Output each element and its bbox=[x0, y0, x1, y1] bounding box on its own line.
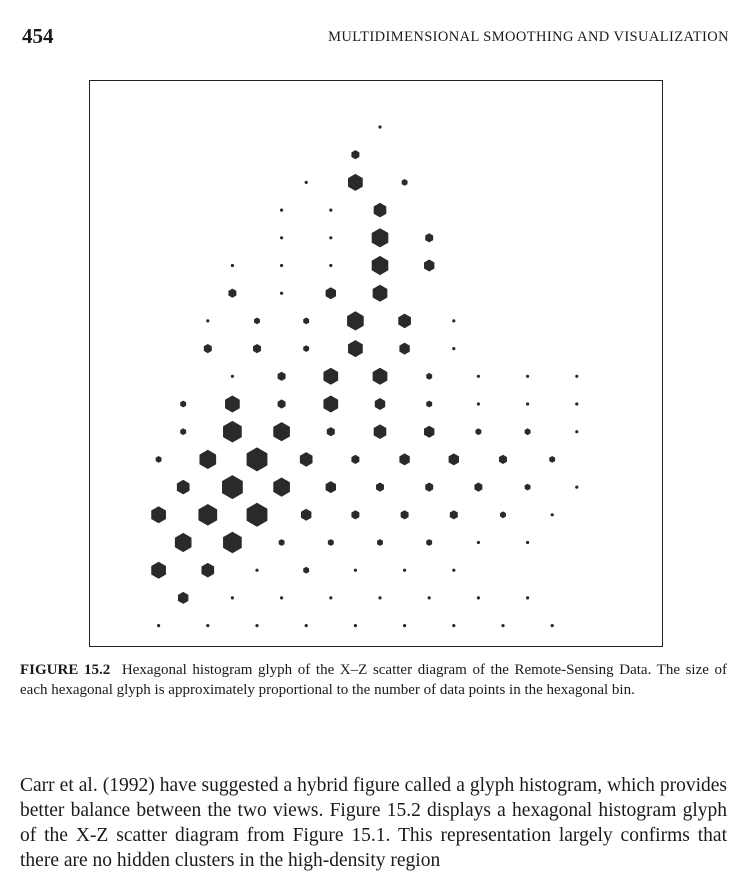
hex-glyph bbox=[247, 447, 268, 471]
hex-glyph bbox=[231, 264, 234, 267]
hex-glyph bbox=[575, 402, 578, 405]
hex-glyph bbox=[223, 421, 242, 443]
figure-caption-text: Hexagonal histogram glyph of the X–Z scatter diagram of the Remote-Sensing Data. The size of each hexagonal glyph is approximately proportional to the number of data points in the hexagonal bin. bbox=[20, 662, 728, 698]
hex-glyph bbox=[180, 401, 186, 408]
hex-glyph bbox=[222, 475, 243, 499]
hex-glyph bbox=[378, 596, 381, 599]
hex-glyph bbox=[178, 592, 188, 604]
figure-15-2 bbox=[89, 80, 663, 647]
hex-glyph bbox=[305, 624, 308, 627]
figure-caption bbox=[20, 660, 727, 700]
hex-glyph bbox=[354, 569, 357, 572]
hex-glyph bbox=[328, 539, 334, 546]
hex-glyph bbox=[301, 509, 311, 521]
hex-glyph bbox=[374, 203, 387, 218]
hex-glyph bbox=[499, 455, 507, 464]
hex-glyph bbox=[300, 452, 313, 467]
figure-label: FIGURE 15.2 bbox=[20, 662, 111, 678]
hex-glyph bbox=[323, 396, 338, 413]
hex-glyph bbox=[228, 289, 236, 298]
hex-glyph bbox=[402, 179, 408, 186]
hex-glyph bbox=[403, 569, 406, 572]
hex-glyph bbox=[327, 427, 335, 436]
hex-glyph bbox=[204, 344, 212, 353]
hex-glyph bbox=[278, 399, 286, 408]
hex-glyph bbox=[329, 209, 332, 212]
hex-glyph bbox=[500, 511, 506, 518]
running-head: MULTIDIMENSIONAL SMOOTHING AND VISUALIZATION bbox=[328, 29, 729, 45]
hex-glyph bbox=[273, 478, 290, 497]
hex-glyph bbox=[151, 506, 166, 523]
hex-glyph bbox=[280, 236, 283, 239]
hex-glyph bbox=[280, 209, 283, 212]
hex-glyph bbox=[180, 428, 186, 435]
hex-glyph bbox=[426, 373, 432, 380]
hexbin-plot bbox=[90, 81, 662, 646]
hex-glyph bbox=[452, 347, 455, 350]
hex-glyph bbox=[323, 368, 338, 385]
hex-glyph bbox=[305, 181, 308, 184]
hex-glyph bbox=[424, 426, 434, 438]
hex-glyph bbox=[425, 233, 433, 242]
hex-glyph bbox=[303, 567, 309, 574]
hex-glyph bbox=[278, 372, 286, 381]
hex-glyph bbox=[575, 486, 578, 489]
hex-glyph bbox=[373, 285, 388, 302]
body-paragraph: Carr et al. (1992) have suggested a hybrid figure called a glyph histogram, which provides better balance between the two views. Figure 15.2 displays a hexagonal histogram glyph of the X-Z scatter diagram from Figure 15.1. This representation largely confirms that there are no hidden clusters in the high-density region bbox=[20, 775, 727, 871]
hex-glyph bbox=[156, 456, 162, 463]
hex-glyph bbox=[452, 319, 455, 322]
hex-glyph bbox=[424, 260, 434, 272]
hex-glyph bbox=[198, 504, 217, 526]
hex-glyph bbox=[425, 483, 433, 492]
hex-glyph bbox=[231, 375, 234, 378]
hex-glyph bbox=[303, 345, 309, 352]
hex-glyph bbox=[526, 596, 529, 599]
hex-glyph bbox=[329, 264, 332, 267]
hex-glyph bbox=[475, 428, 481, 435]
hex-glyph bbox=[428, 596, 431, 599]
hex-glyph bbox=[426, 539, 432, 546]
hex-glyph bbox=[206, 319, 209, 322]
hex-glyph bbox=[426, 401, 432, 408]
hex-glyph bbox=[280, 264, 283, 267]
hex-glyph bbox=[253, 344, 261, 353]
hex-glyph bbox=[175, 533, 192, 552]
hex-glyph bbox=[398, 314, 411, 329]
hex-glyph bbox=[399, 343, 409, 355]
hex-glyph bbox=[254, 318, 260, 325]
hex-glyph bbox=[279, 539, 285, 546]
hex-glyph bbox=[303, 318, 309, 325]
hex-glyph bbox=[347, 311, 364, 330]
hex-glyph bbox=[354, 624, 357, 627]
hex-glyph bbox=[551, 513, 554, 516]
hex-glyph bbox=[351, 150, 359, 159]
hex-glyph bbox=[477, 375, 480, 378]
hex-glyph bbox=[177, 480, 190, 495]
hex-glyph bbox=[549, 456, 555, 463]
hex-glyph bbox=[377, 539, 383, 546]
hex-glyph bbox=[575, 430, 578, 433]
hex-glyph bbox=[477, 541, 480, 544]
hex-glyph bbox=[376, 483, 384, 492]
hex-glyph bbox=[201, 563, 214, 578]
hex-glyph bbox=[375, 398, 385, 410]
hex-glyph bbox=[255, 624, 258, 627]
hex-glyph bbox=[551, 624, 554, 627]
hex-glyph bbox=[280, 596, 283, 599]
hex-glyph bbox=[351, 510, 359, 519]
hex-glyph bbox=[223, 532, 242, 554]
hex-glyph bbox=[348, 174, 363, 191]
hex-glyph bbox=[526, 402, 529, 405]
hex-glyph bbox=[225, 396, 240, 413]
hex-glyph bbox=[372, 256, 389, 275]
hex-glyph bbox=[151, 562, 166, 579]
hex-glyph bbox=[501, 624, 504, 627]
hex-glyph bbox=[273, 422, 290, 441]
hex-glyph bbox=[326, 287, 336, 299]
hex-glyph bbox=[401, 510, 409, 519]
hex-glyph bbox=[449, 453, 459, 465]
hex-glyph bbox=[373, 368, 388, 385]
page-number: 454 bbox=[22, 24, 54, 48]
hex-glyph bbox=[450, 510, 458, 519]
hex-glyph bbox=[399, 453, 409, 465]
hex-glyph bbox=[374, 424, 387, 439]
hex-glyph bbox=[280, 292, 283, 295]
hex-glyph bbox=[348, 340, 363, 357]
hex-glyph bbox=[526, 375, 529, 378]
hex-glyph bbox=[255, 569, 258, 572]
hex-glyph bbox=[247, 503, 268, 527]
hex-glyph bbox=[474, 483, 482, 492]
hex-glyph bbox=[206, 624, 209, 627]
hex-glyph bbox=[477, 402, 480, 405]
hex-glyph bbox=[372, 228, 389, 247]
hex-glyph bbox=[378, 125, 381, 128]
hex-glyph bbox=[403, 624, 406, 627]
hex-glyph bbox=[526, 541, 529, 544]
hex-glyph bbox=[477, 596, 480, 599]
hex-glyph bbox=[525, 484, 531, 491]
hex-glyph bbox=[326, 481, 336, 493]
hex-glyph bbox=[452, 569, 455, 572]
hex-glyph bbox=[452, 624, 455, 627]
hex-glyph bbox=[231, 596, 234, 599]
hex-glyph bbox=[329, 236, 332, 239]
hex-glyph bbox=[199, 450, 216, 469]
hex-glyph bbox=[157, 624, 160, 627]
hex-glyph bbox=[329, 596, 332, 599]
hex-glyph bbox=[351, 455, 359, 464]
hex-glyph bbox=[575, 375, 578, 378]
hex-glyph bbox=[525, 428, 531, 435]
